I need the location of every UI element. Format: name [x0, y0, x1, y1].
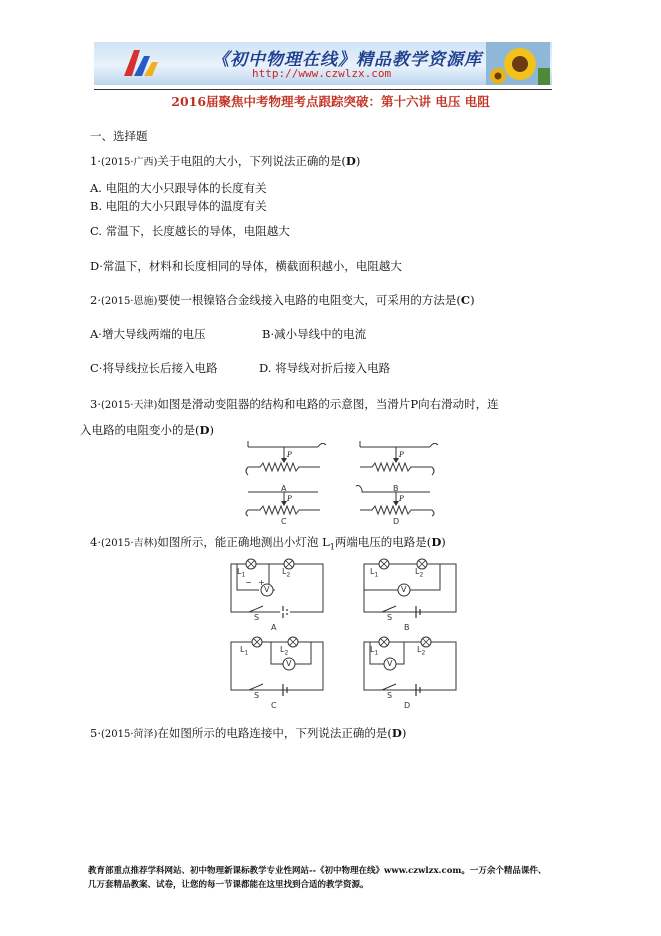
l2-sub: 2 — [421, 649, 426, 657]
circuit-figure-c — [227, 634, 327, 698]
question-close: ) — [355, 154, 361, 168]
slider-label: P — [287, 495, 292, 503]
meter-label: V — [401, 585, 407, 594]
question-number: 5 — [90, 726, 98, 740]
question-close: ) — [470, 293, 475, 307]
page-title: 2016届聚焦中考物理考点跟踪突破：第十六讲 电压 电阻 — [171, 94, 490, 109]
question-4: 4·(2015·吉林)如图所示，能正确地测出小灯泡 $L_1$两端电压的电路是(D) — [90, 535, 446, 552]
header-banner — [94, 42, 552, 85]
slider-label: P — [399, 495, 404, 503]
question-stem: 入电路的电阻变小的是( — [80, 423, 200, 437]
circuit-figure-a — [227, 556, 327, 620]
l2-text: L — [415, 567, 420, 576]
question-answer: D — [391, 726, 402, 740]
question-source: (2015·广西) — [100, 157, 158, 168]
figure-label-c: C — [271, 701, 277, 710]
question-close: ) — [401, 726, 407, 740]
meter-label: V — [387, 659, 393, 668]
rheostat-figure-c — [240, 488, 330, 518]
label-l2 — [417, 645, 425, 657]
figure-label-d: D — [393, 517, 400, 526]
rheostat-figure-b — [352, 437, 442, 485]
question-answer: C — [460, 293, 471, 307]
question-stem: 如图是滑动变阻器的结构和电路的示意图，当滑片P向右滑动时，连 — [157, 397, 499, 411]
label-l2 — [282, 567, 290, 579]
figure-label-d: D — [404, 701, 411, 710]
banner-url[interactable]: http://www.czwlzx.com — [252, 67, 392, 80]
question-close: ) — [209, 423, 214, 437]
meter-label: V — [264, 585, 270, 594]
l2-text: L — [417, 645, 422, 654]
question-1: 1·(2015·广西)关于电阻的大小，下列说法正确的是(D) — [90, 154, 361, 168]
section-heading: 一、选择题 — [90, 129, 148, 143]
rheostat-figure-d — [352, 482, 442, 518]
question-3: 3·(2015·天津)如图是滑动变阻器的结构和电路的示意图，当滑片P向右滑动时，连 — [90, 397, 499, 411]
question-answer: D — [345, 154, 356, 168]
question-answer: D — [199, 423, 210, 437]
question-stem: 关于电阻的大小，下列说法正确的是( — [157, 154, 346, 168]
question-stem: 要使一根镍铬合金线接入电路的电阻变大，可采用的方法是( — [157, 293, 461, 307]
footer-line-1: 教育部重点推荐学科网站、初中物理新课标教学专业性网站--《初中物理在线》www.czwlzx.com。一万余个精品课件、 — [88, 866, 547, 876]
label-l1 — [370, 567, 378, 579]
l2-sub: 2 — [419, 571, 424, 579]
header-rule — [94, 89, 552, 90]
l2-text: L — [280, 645, 285, 654]
banner-title: 《初中物理在线》精品教学资源库 — [212, 50, 482, 70]
question-number: 2 — [90, 293, 98, 307]
site-logo-icon — [120, 46, 160, 80]
plus-label: + — [258, 578, 265, 587]
sunflower-icon — [486, 42, 550, 85]
option-1d: D·常温下，材料和长度相同的导体，横截面积越小，电阻越大 — [90, 259, 402, 273]
l1-sub: 1 — [374, 649, 379, 657]
figure-label-c: C — [281, 517, 287, 526]
rheostat-figure-a — [240, 437, 330, 485]
switch-label: S — [254, 613, 260, 622]
figure-label-a: A — [281, 484, 287, 493]
minus-label: − — [245, 578, 252, 587]
figure-label-b: B — [393, 484, 399, 493]
label-l2 — [415, 567, 423, 579]
figure-label-a: A — [271, 623, 277, 632]
question-stem-tail: 两端电压的电路是( — [334, 535, 432, 549]
question-close: ) — [441, 535, 446, 549]
question-2: 2·(2015·恩施)要使一根镍铬合金线接入电路的电阻变大，可采用的方法是(C) — [90, 293, 475, 307]
circuit-figure-b — [360, 556, 460, 620]
question-5: 5·(2015·菏泽)在如图所示的电路连接中，下列说法正确的是(D) — [90, 726, 407, 740]
question-source: (2015·菏泽) — [100, 729, 158, 740]
footer-line-2: 几万套精品教案、试卷，让您的每一节课都能在这里找到合适的教学资源。 — [88, 880, 369, 890]
slider-label: P — [399, 451, 404, 459]
meter-label: V — [286, 659, 292, 668]
label-l2 — [280, 645, 288, 657]
question-number: 3 — [90, 397, 98, 411]
switch-label: S — [254, 691, 260, 700]
l1-sub: 1 — [241, 571, 246, 579]
figure-label-b: B — [404, 623, 410, 632]
question-source: (2015·吉林) — [100, 538, 158, 549]
l1-text: L — [370, 567, 375, 576]
question-number: 1 — [90, 154, 98, 168]
option-1c: C. 常温下，长度越长的导体，电阻越大 — [90, 224, 290, 238]
question-number: 4 — [90, 535, 98, 549]
slider-label: P — [287, 451, 292, 459]
question-stem: 在如图所示的电路连接中，下列说法正确的是( — [157, 726, 392, 740]
question-stem: 如图所示，能正确地测出小灯泡 L — [157, 535, 330, 549]
option-1b: B. 电阻的大小只跟导体的温度有关 — [90, 199, 267, 213]
question-3-line2 — [80, 423, 214, 437]
label-l1 — [237, 567, 245, 579]
l1-text: L — [237, 567, 242, 576]
l1-text: L — [370, 645, 375, 654]
label-l1 — [240, 645, 248, 657]
l1-text: L — [240, 645, 245, 654]
option-2c: C·将导线拉长后接入电路 — [90, 361, 218, 375]
switch-label: S — [387, 691, 393, 700]
question-answer: D — [431, 535, 442, 549]
label-l1 — [370, 645, 378, 657]
circuit-figure-d — [360, 634, 460, 698]
l1-sub: 1 — [374, 571, 379, 579]
option-1a: A. 电阻的大小只跟导体的长度有关 — [90, 181, 267, 195]
question-subscript: 1 — [329, 542, 335, 552]
l2-text: L — [282, 567, 287, 576]
l1-sub: 1 — [244, 649, 249, 657]
l2-sub: 2 — [284, 649, 289, 657]
question-source: (2015·恩施) — [100, 296, 158, 307]
option-2a: A·增大导线两端的电压 — [90, 327, 206, 341]
l2-sub: 2 — [286, 571, 291, 579]
switch-label: S — [387, 613, 393, 622]
option-2b: B·减小导线中的电流 — [262, 327, 367, 341]
question-source: (2015·天津) — [100, 400, 158, 411]
option-2d: D. 将导线对折后接入电路 — [259, 361, 391, 375]
